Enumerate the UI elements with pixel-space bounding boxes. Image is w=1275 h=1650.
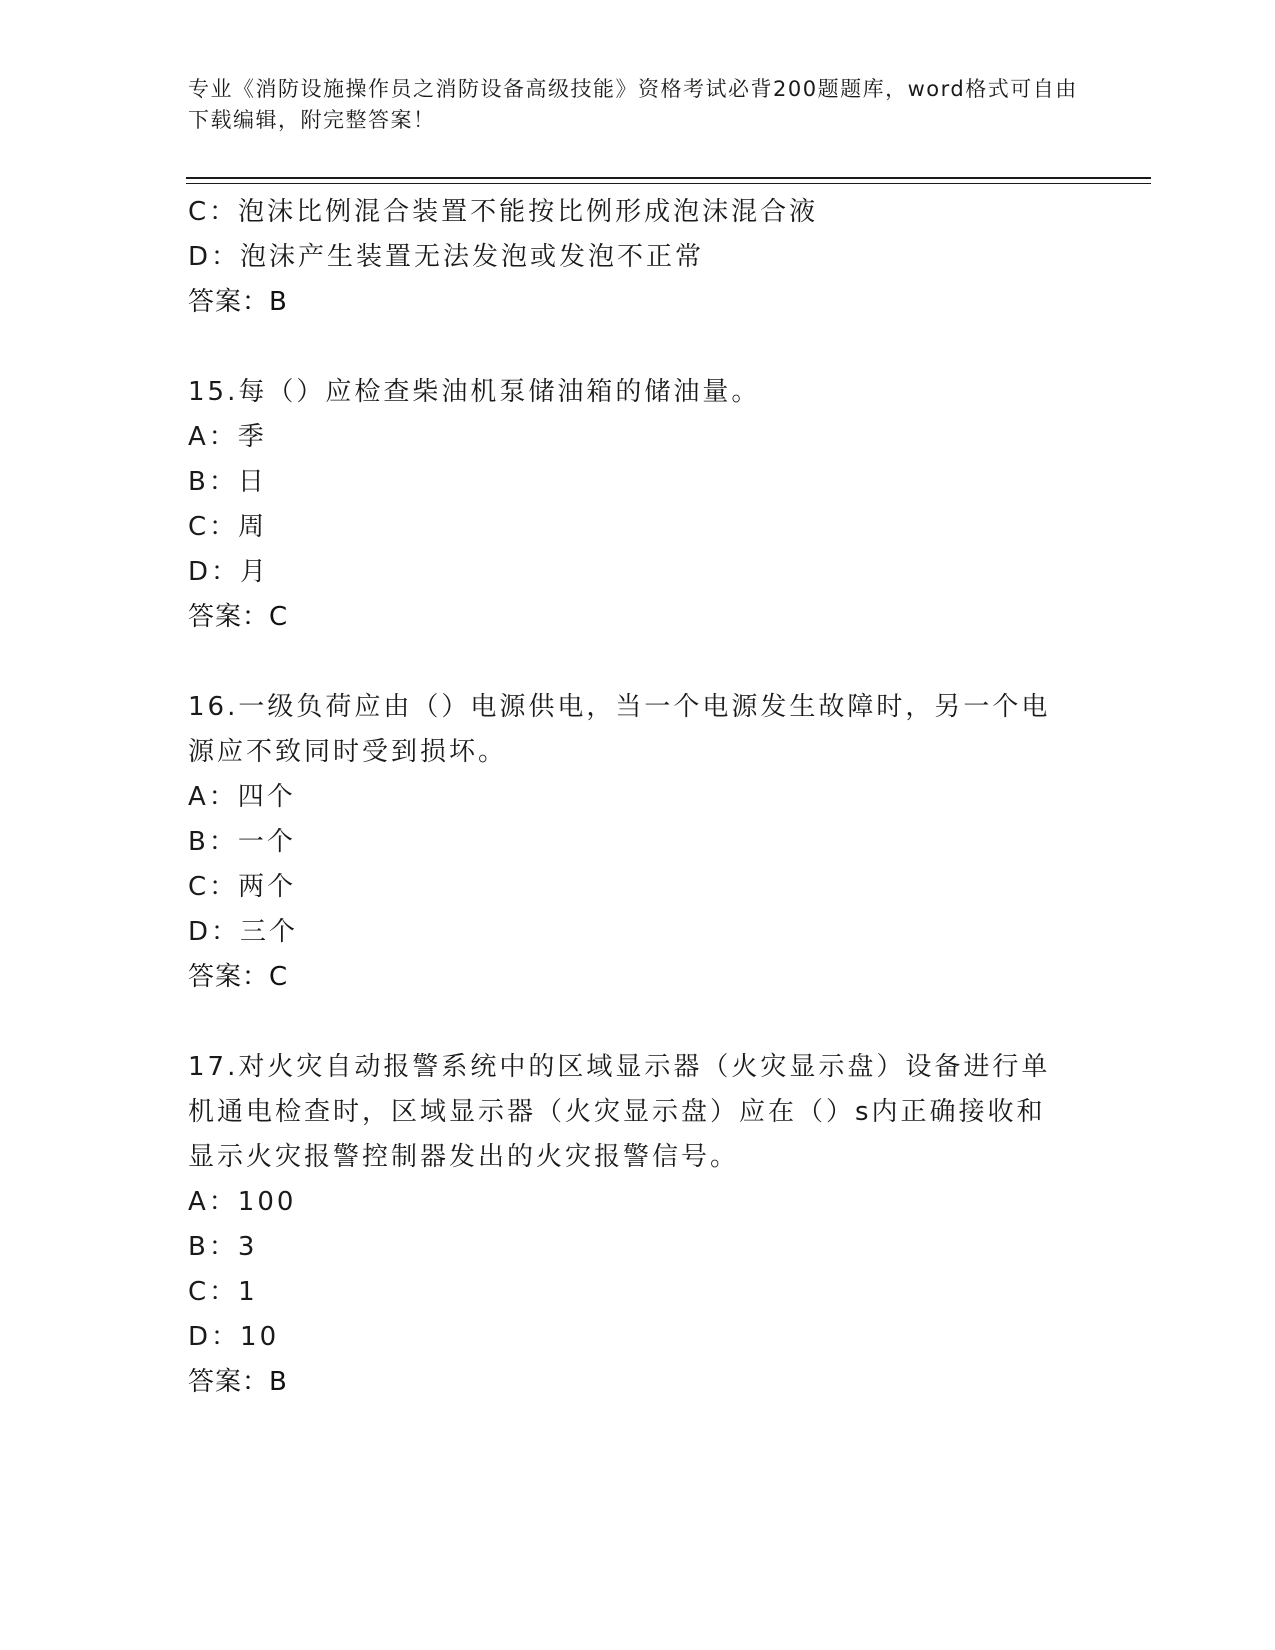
spacer — [188, 640, 1088, 685]
answer-line: 答案：C — [188, 962, 289, 992]
option-c: C：周 — [188, 512, 268, 542]
option-a: A：季 — [188, 422, 267, 452]
header-rule-thick — [186, 177, 1151, 179]
option-b: B：日 — [188, 467, 267, 497]
option-d: D：泡沫产生装置无法发泡或发泡不正常 — [188, 242, 705, 272]
document-header: 专业《消防设施操作员之消防设备高级技能》资格考试必背200题题库，word格式可自由下载编辑，附完整答案！ — [188, 77, 1078, 132]
question-16 — [188, 685, 1088, 1000]
header-rule-thin — [186, 183, 1151, 184]
question-stem: 15.每（）应检查柴油机泵储油箱的储油量。 — [188, 377, 761, 407]
option-b: B：3 — [188, 1232, 258, 1262]
option-b: B：一个 — [188, 827, 296, 857]
question-17 — [188, 1045, 1088, 1405]
option-d: D：10 — [188, 1322, 280, 1352]
question-15 — [188, 370, 1088, 640]
spacer — [188, 1000, 1088, 1045]
option-c: C：泡沫比例混合装置不能按比例形成泡沫混合液 — [188, 197, 819, 227]
question-list — [188, 190, 1088, 1405]
option-d: D：月 — [188, 557, 270, 587]
answer-line: 答案：C — [188, 602, 289, 632]
answer-line: 答案：B — [188, 1367, 288, 1397]
spacer — [188, 325, 1088, 370]
option-c: C：两个 — [188, 872, 297, 902]
partial-question — [188, 190, 1088, 325]
option-c: C：1 — [188, 1277, 258, 1307]
question-stem: 16.一级负荷应由（）电源供电，当一个电源发生故障时，另一个电源应不致同时受到损坏。 — [188, 692, 1051, 767]
option-d: D：三个 — [188, 917, 299, 947]
option-a: A：四个 — [188, 782, 296, 812]
question-stem: 17.对火灾自动报警系统中的区域显示器（火灾显示盘）设备进行单机通电检查时，区域显示器（火灾显示盘）应在（）s内正确接收和显示火灾报警控制器发出的火灾报警信号。 — [188, 1052, 1051, 1172]
option-a: A：100 — [188, 1187, 297, 1217]
answer-line: 答案：B — [188, 287, 288, 317]
